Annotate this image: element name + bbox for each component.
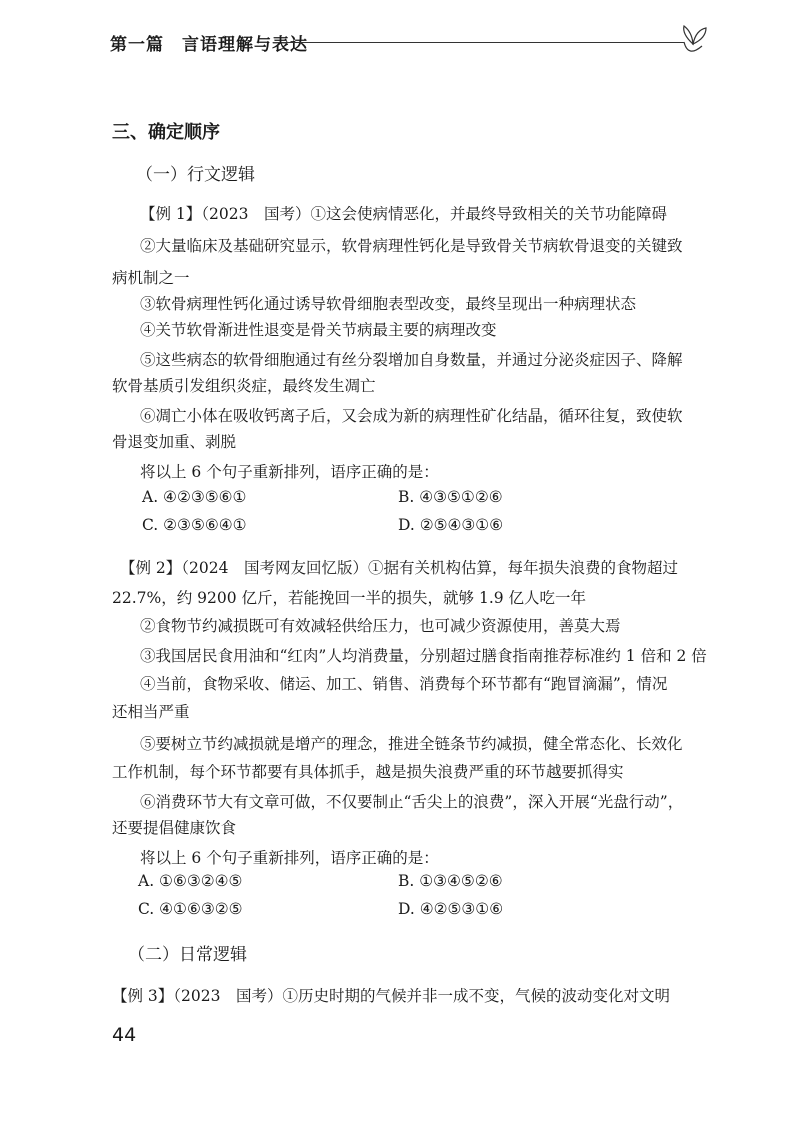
- example2-line: 还相当严重: [112, 703, 190, 721]
- example1-line: ②大量临床及基础研究显示，软骨病理性钙化是导致骨关节病软骨退变的关键致: [140, 237, 683, 255]
- example1-prompt: 将以上 6 个句子重新排列，语序正确的是：: [140, 463, 439, 481]
- example1-line: 【例 1】（2023 国考）①这会使病情恶化，并最终导致相关的关节功能障碍: [140, 205, 667, 223]
- example2-line: 还要提倡健康饮食: [112, 819, 237, 837]
- header-title: 第一篇 言语理解与表达: [110, 35, 308, 55]
- example1-line: 骨退变加重、剥脱: [112, 433, 237, 451]
- example1-line: 病机制之一: [112, 269, 190, 287]
- example1-line: ⑥凋亡小体在吸收钙离子后，又会成为新的病理性矿化结晶，循环往复，致使软: [140, 407, 683, 425]
- example2-option-a: A. ①⑥③②④⑤: [138, 872, 243, 890]
- example2-line: ⑥消费环节大有文章可做，不仅要制止“舌尖上的浪费”，深入开展“光盘行动”，: [140, 793, 684, 811]
- example2-option-b: B. ①③④⑤②⑥: [398, 872, 503, 890]
- example2-line: ③我国居民食用油和“红肉”人均消费量，分别超过膳食指南推荐标准约 1 倍和 2 倍: [140, 647, 707, 665]
- example2-line: 工作机制，每个环节都要有具体抓手，越是损失浪费严重的环节越要抓得实: [112, 763, 624, 781]
- example2-option-c: C. ④①⑥③②⑤: [138, 900, 243, 918]
- example1-option-c: C. ②③⑤⑥④①: [142, 516, 247, 534]
- example2-line: 22.7%，约 9200 亿斤，若能挽回一半的损失，就够 1.9 亿人吃一年: [112, 589, 587, 607]
- example1-option-b: B. ④③⑤①②⑥: [398, 488, 503, 506]
- page-header: [88, 22, 728, 62]
- example2-prompt: 将以上 6 个句子重新排列，语序正确的是：: [140, 849, 439, 867]
- example2-line: ②食物节约减损既可有效减轻供给压力，也可减少资源使用，善莫大焉: [140, 617, 621, 635]
- example1-line: ④关节软骨渐进性退变是骨关节病最主要的病理改变: [140, 321, 497, 339]
- example1-option-d: D. ②⑤④③①⑥: [398, 516, 504, 534]
- example1-line: ③软骨病理性钙化通过诱导软骨细胞表型改变，最终呈现出一种病理状态: [140, 295, 637, 313]
- example1-option-a: A. ④②③⑤⑥①: [142, 488, 247, 506]
- header-rule: [286, 42, 684, 43]
- page-number: 44: [112, 1024, 137, 1046]
- example1-line: ⑤这些病态的软骨细胞通过有丝分裂增加自身数量，并通过分泌炎症因子、降解: [140, 351, 683, 369]
- subsection-title-1: （一）行文逻辑: [136, 165, 255, 185]
- example2-option-d: D. ④②⑤③①⑥: [398, 900, 504, 918]
- example3-line: 【例 3】（2023 国考）①历史时期的气候并非一成不变，气候的波动变化对文明: [112, 987, 670, 1005]
- example1-line: 软骨基质引发组织炎症，最终发生凋亡: [112, 377, 376, 395]
- example2-line: ⑤要树立节约减损就是增产的理念，推进全链条节约减损，健全常态化、长效化: [140, 735, 683, 753]
- subsection-title-2: （二）日常逻辑: [128, 945, 247, 965]
- example2-line: ④当前，食物采收、储运、加工、销售、消费每个环节都有“跑冒滴漏”，情况: [140, 675, 668, 693]
- section-title: 三、确定顺序: [112, 122, 220, 143]
- sprout-icon: [678, 22, 708, 62]
- example2-line: 【例 2】（2024 国考网友回忆版）①据有关机构估算，每年损失浪费的食物超过: [120, 559, 678, 577]
